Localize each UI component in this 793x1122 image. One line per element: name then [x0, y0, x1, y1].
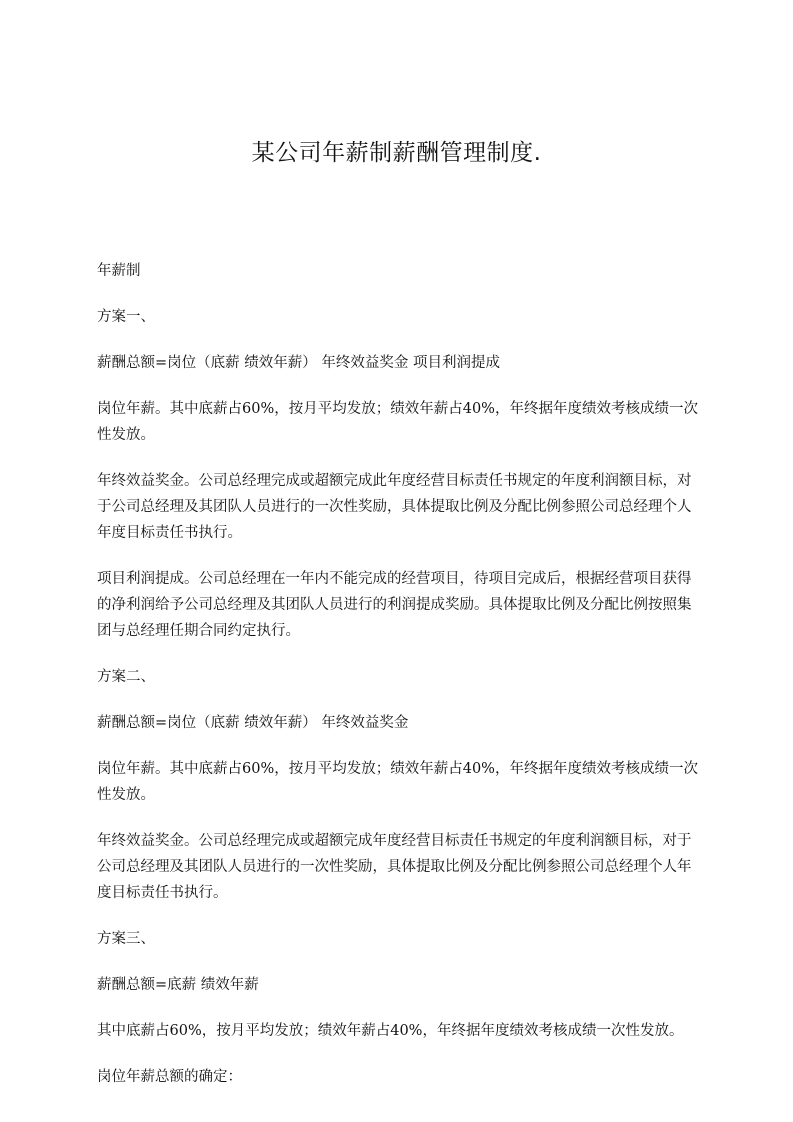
plan-two-year-end-bonus: 年终效益奖金。公司总经理完成或超额完成年度经营目标责任书规定的年度利润额目标，对于公司总经理及其团队人员进行的一次性奖励，具体提取比例及分配比例参照公司总经理个人年度目标责任书执行。 — [97, 833, 692, 901]
plan-three-formula: 薪酬总额=底薪 绩效年薪 — [97, 977, 259, 993]
plan-three-heading: 方案三、 — [97, 931, 155, 947]
plan-two-heading: 方案二、 — [97, 669, 155, 685]
section-heading-annual-salary: 年薪制 — [97, 263, 141, 279]
position-salary-total-heading: 岗位年薪总额的确定： — [97, 1069, 242, 1085]
plan-one-project-profit-commission: 项目利润提成。公司总经理在一年内不能完成的经营项目，待项目完成后，根据经营项目获得的净利润给予公司总经理及其团队人员进行的利润提成奖励。具体提取比例及分配比例按照集团与总经理任期合同约定执行。 — [97, 571, 692, 639]
plan-one-position-salary: 岗位年薪。其中底薪占60%，按月平均发放；绩效年薪占40%，年终据年度绩效考核成绩一次性发放。 — [97, 401, 698, 443]
plan-one-heading: 方案一、 — [97, 309, 155, 325]
plan-two-formula: 薪酬总额=岗位（底薪 绩效年薪） 年终效益奖金 — [97, 715, 409, 731]
plan-one-year-end-bonus: 年终效益奖金。公司总经理完成或超额完成此年度经营目标责任书规定的年度利润额目标，对于公司总经理及其团队人员进行的一次性奖励，具体提取比例及分配比例参照公司总经理个人年度目标责任书执行。 — [97, 473, 692, 541]
document-body — [97, 258, 702, 1110]
plan-two-position-salary: 岗位年薪。其中底薪占60%，按月平均发放；绩效年薪占40%，年终据年度绩效考核成绩一次性发放。 — [97, 761, 698, 803]
plan-three-salary-split: 其中底薪占60%，按月平均发放；绩效年薪占40%，年终据年度绩效考核成绩一次性发放。 — [97, 1023, 684, 1039]
plan-one-formula: 薪酬总额=岗位（底薪 绩效年薪） 年终效益奖金 项目利润提成 — [97, 355, 500, 371]
document-title: 某公司年薪制薪酬管理制度. — [251, 140, 542, 166]
